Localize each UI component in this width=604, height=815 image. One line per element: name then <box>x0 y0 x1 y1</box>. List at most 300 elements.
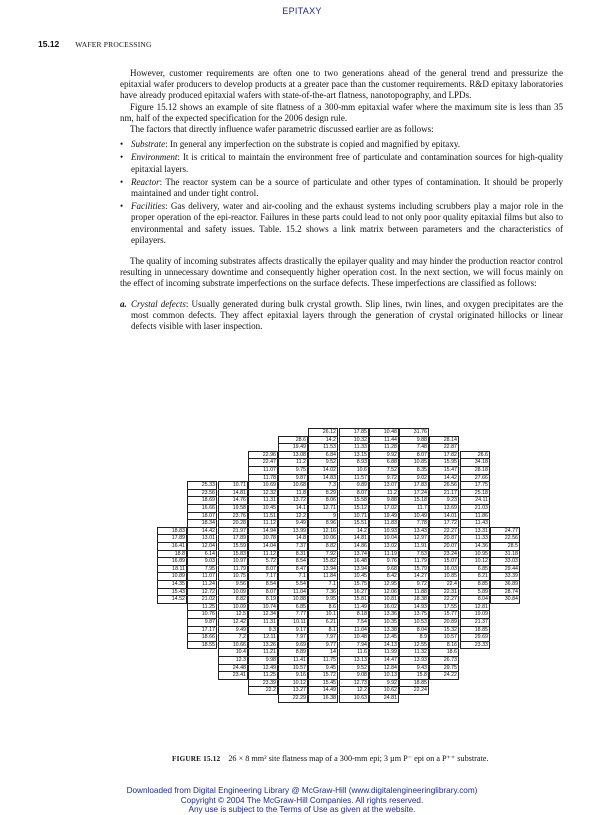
map-cell: 10.78 <box>248 534 278 543</box>
list-term: Facilities <box>131 201 166 212</box>
map-cell: 26.56 <box>429 481 459 490</box>
map-cell: 17.89 <box>218 534 248 543</box>
map-cell: 7.78 <box>399 519 429 528</box>
map-cell: 14.47 <box>369 656 399 665</box>
map-cell: 22.96 <box>248 451 278 460</box>
map-cell: 7.2 <box>218 633 248 642</box>
list-text: : It is critical to maintain the environment free of particulate and contamination sources for high-quality epitaxial layers. <box>131 152 563 174</box>
map-cell: 28.5 <box>490 542 520 551</box>
map-cell: 10.32 <box>339 436 369 445</box>
map-cell: 10.6 <box>339 466 369 475</box>
map-cell: 8.42 <box>369 572 399 581</box>
map-cell: 13.26 <box>248 641 278 650</box>
map-cell: 6.85 <box>278 603 308 612</box>
map-cell: 13.15 <box>339 451 369 460</box>
map-cell: 11.32 <box>399 648 429 657</box>
map-cell: 10.45 <box>339 572 369 581</box>
map-cell: 11.7 <box>399 504 429 513</box>
map-cell: 5.72 <box>248 557 278 566</box>
map-cell: 8.82 <box>218 595 248 604</box>
map-cell: 16.38 <box>308 694 338 703</box>
map-cell: 7.53 <box>399 550 429 559</box>
map-cell: 8.04 <box>399 626 429 635</box>
map-cell: 10.48 <box>369 428 399 437</box>
map-cell: 29.75 <box>429 664 459 673</box>
map-cell: 11.51 <box>248 512 278 521</box>
map-cell: 14.49 <box>308 686 338 695</box>
map-cell: 12.5 <box>218 610 248 619</box>
map-cell: 21.02 <box>187 595 217 604</box>
map-cell: 9.87 <box>278 474 308 483</box>
map-cell: 15.45 <box>308 679 338 688</box>
map-cell: 11.19 <box>369 550 399 559</box>
map-cell: 8.96 <box>308 519 338 528</box>
map-cell: 10.09 <box>218 603 248 612</box>
map-cell: 13.99 <box>278 527 308 536</box>
map-cell: 10.13 <box>369 671 399 680</box>
map-cell: 14.1 <box>278 504 308 513</box>
map-cell: 26.6 <box>460 451 490 460</box>
paragraph: Figure 15.12 shows an example of site flatness of a 300-mm epitaxial wafer where the maximum site is less than 35 nm, half of the expected specification for the 2006 design rule. <box>120 101 563 123</box>
map-cell: 9.77 <box>308 641 338 650</box>
list-item <box>120 201 563 246</box>
map-cell: 14.27 <box>399 572 429 581</box>
map-cell: 18.66 <box>187 633 217 642</box>
map-cell: 17.85 <box>339 428 369 437</box>
map-cell: 12.34 <box>248 610 278 619</box>
map-cell: 17.89 <box>157 534 187 543</box>
map-cell: 14.04 <box>248 542 278 551</box>
map-cell: 13.36 <box>369 610 399 619</box>
map-cell: 11.12 <box>248 519 278 528</box>
map-cell: 18.83 <box>157 527 187 536</box>
map-cell: 19.09 <box>460 610 490 619</box>
map-cell: 17.75 <box>460 481 490 490</box>
map-cell: 10.57 <box>278 664 308 673</box>
chapter-title: WAFER PROCESSING <box>75 40 152 49</box>
map-cell: 9.87 <box>187 618 217 627</box>
map-cell: 22.87 <box>429 443 459 452</box>
map-cell: 23.33 <box>460 641 490 650</box>
footer-terms: Any use is subject to the Terms of Use as given at the website. <box>188 805 416 815</box>
map-cell: 11.2 <box>278 458 308 467</box>
map-cell: 7.1 <box>278 572 308 581</box>
map-cell: 11.25 <box>187 603 217 612</box>
map-cell: 7.94 <box>339 641 369 650</box>
map-cell: 8.04 <box>460 595 490 604</box>
map-cell: 17.55 <box>429 603 459 612</box>
map-cell: 15.51 <box>339 519 369 528</box>
map-cell: 14.42 <box>429 474 459 483</box>
map-cell: 14.2 <box>308 436 338 445</box>
map-cell: 29.69 <box>460 633 490 642</box>
map-cell: 11.83 <box>369 519 399 528</box>
map-cell: 22.31 <box>429 588 459 597</box>
map-cell: 18.85 <box>399 679 429 688</box>
body-text <box>120 68 563 332</box>
map-cell: 9.88 <box>369 496 399 505</box>
map-cell: 6.84 <box>308 451 338 460</box>
map-cell: 33.03 <box>490 557 520 566</box>
map-cell: 16.03 <box>429 565 459 574</box>
map-cell: 12.06 <box>369 588 399 597</box>
map-cell: 31.76 <box>399 428 429 437</box>
map-cell: 22.4 <box>429 580 459 589</box>
defect-item <box>120 299 563 333</box>
map-cell: 11.41 <box>278 656 308 665</box>
map-cell: 11.79 <box>218 565 248 574</box>
map-cell: 14.81 <box>339 534 369 543</box>
map-cell: 9.3 <box>248 626 278 635</box>
map-cell: 6.14 <box>187 550 217 559</box>
map-cell: 8.19 <box>248 595 278 604</box>
map-cell: 22.56 <box>490 534 520 543</box>
map-cell: 15.07 <box>429 557 459 566</box>
map-cell: 11.04 <box>339 626 369 635</box>
map-cell: 10.85 <box>399 458 429 467</box>
map-cell: 11.75 <box>308 656 338 665</box>
map-cell: 9.92 <box>369 451 399 460</box>
map-cell: 9.08 <box>339 671 369 680</box>
map-cell: 10.11 <box>278 618 308 627</box>
map-cell: 10.06 <box>308 534 338 543</box>
map-cell: 12.97 <box>399 534 429 543</box>
map-cell: 12.2 <box>278 512 308 521</box>
map-cell: 10.12 <box>460 557 490 566</box>
map-cell: 8.9 <box>399 633 429 642</box>
map-cell: 7.52 <box>369 466 399 475</box>
map-cell: 25.33 <box>187 481 217 490</box>
map-cell: 14.83 <box>308 474 338 483</box>
map-cell: 29.44 <box>490 565 520 574</box>
map-cell: 9.98 <box>248 656 278 665</box>
map-cell: 13.74 <box>339 550 369 559</box>
map-cell: 12.72 <box>187 588 217 597</box>
map-cell: 13.27 <box>278 686 308 695</box>
map-cell: 10.93 <box>369 527 399 536</box>
map-cell: 12.95 <box>369 580 399 589</box>
map-cell: 9.68 <box>369 565 399 574</box>
map-cell: 13.94 <box>339 565 369 574</box>
map-cell: 28.14 <box>429 436 459 445</box>
map-cell: 18.85 <box>460 626 490 635</box>
map-cell: 8.35 <box>399 466 429 475</box>
map-cell: 8.54 <box>248 580 278 589</box>
map-cell: 17.72 <box>429 519 459 528</box>
map-cell: 6.85 <box>460 565 490 574</box>
map-cell: 11.84 <box>308 572 338 581</box>
map-cell: 7.36 <box>308 588 338 597</box>
map-cell: 17.83 <box>399 481 429 490</box>
map-cell: 14 <box>308 648 338 657</box>
map-cell: 28.6 <box>278 436 308 445</box>
map-cell: 7.77 <box>278 610 308 619</box>
map-cell: 9.52 <box>339 664 369 673</box>
map-cell: 15.12 <box>339 504 369 513</box>
map-cell: 13.72 <box>278 496 308 505</box>
map-cell: 9.72 <box>369 474 399 483</box>
map-cell: 22.27 <box>429 527 459 536</box>
map-cell: 13.13 <box>339 656 369 665</box>
map-cell: 24.22 <box>429 671 459 680</box>
map-cell: 12.11 <box>248 633 278 642</box>
map-cell: 7.92 <box>308 550 338 559</box>
map-cell: 13.08 <box>278 451 308 460</box>
list-item <box>120 139 563 150</box>
map-cell: 24.81 <box>369 694 399 703</box>
map-cell: 14.94 <box>248 527 278 536</box>
map-cell: 21.37 <box>460 618 490 627</box>
map-cell: 9.89 <box>339 481 369 490</box>
map-cell: 10.35 <box>369 618 399 627</box>
map-cell: 21.97 <box>218 527 248 536</box>
paragraph: The quality of incoming substrates affects drastically the epilayer quality and may hinder the production reactor control resulting in unnecessary downtime and consequently higher operation cost. In the next section, we will focus mainly on the effect of incoming substrate imperfections on the surface defects. These imperfections are classified as follows: <box>120 256 563 289</box>
map-cell: 23.41 <box>218 671 248 680</box>
map-cell: 18.8 <box>157 550 187 559</box>
map-cell: 12.42 <box>218 618 248 627</box>
download-footer <box>0 786 604 815</box>
map-cell: 13.38 <box>369 626 399 635</box>
map-cell: 10.71 <box>339 512 369 521</box>
map-cell: 13.02 <box>369 542 399 551</box>
map-cell: 9.02 <box>399 474 429 483</box>
footer-source-link[interactable]: Downloaded from Digital Engineering Library @ McGraw-Hill (www.digitalengineeringlibrary.com) <box>126 786 478 795</box>
map-cell: 22.2 <box>248 686 278 695</box>
factor-list <box>120 139 563 246</box>
map-cell: 24.48 <box>218 664 248 673</box>
map-cell: 12.71 <box>308 504 338 513</box>
map-cell: 12.73 <box>339 679 369 688</box>
map-cell: 8.82 <box>308 542 338 551</box>
map-cell: 14.01 <box>429 512 459 521</box>
map-cell: 18.55 <box>187 641 217 650</box>
map-cell: 11.04 <box>278 588 308 597</box>
map-cell: 15.18 <box>399 496 429 505</box>
map-cell: 7.3 <box>308 481 338 490</box>
figure-caption <box>172 753 488 763</box>
map-cell: 10.4 <box>218 648 248 657</box>
map-cell: 14.93 <box>399 603 429 612</box>
map-cell: 33.39 <box>490 572 520 581</box>
map-cell: 19.49 <box>369 512 399 521</box>
map-cell: 12.81 <box>460 603 490 612</box>
map-cell: 10.66 <box>218 641 248 650</box>
map-cell: 8.89 <box>278 648 308 657</box>
map-cell: 11.43 <box>460 519 490 528</box>
map-cell: 9.88 <box>399 436 429 445</box>
map-cell: 10.62 <box>369 686 399 695</box>
map-cell: 16.48 <box>339 557 369 566</box>
map-cell: 14.35 <box>157 580 187 589</box>
map-cell: 15.75 <box>339 580 369 589</box>
list-term: Environment <box>131 152 178 163</box>
map-cell: 7.17 <box>248 572 278 581</box>
map-cell: 6.21 <box>308 618 338 627</box>
map-cell: 9.52 <box>308 458 338 467</box>
map-cell: 10.57 <box>429 633 459 642</box>
map-cell: 10.68 <box>278 481 308 490</box>
map-cell: 21.03 <box>460 504 490 513</box>
map-cell: 12.55 <box>399 641 429 650</box>
map-cell: 17.24 <box>399 489 429 498</box>
map-cell: 10.53 <box>399 618 429 627</box>
map-cell: 23.56 <box>187 489 217 498</box>
map-cell: 7.95 <box>187 565 217 574</box>
running-banner: EPITAXY <box>282 6 322 16</box>
map-cell: 15.95 <box>429 458 459 467</box>
map-cell: 8.07 <box>248 565 278 574</box>
map-cell: 31.18 <box>490 550 520 559</box>
map-cell: 8.07 <box>399 451 429 460</box>
map-cell: 11.07 <box>187 572 217 581</box>
map-cell: 9.56 <box>218 580 248 589</box>
map-cell: 15.77 <box>429 610 459 619</box>
map-cell: 8.16 <box>429 641 459 650</box>
map-cell: 7.1 <box>308 580 338 589</box>
map-cell: 14.02 <box>308 466 338 475</box>
map-cell: 8.54 <box>278 557 308 566</box>
map-cell: 5.54 <box>278 580 308 589</box>
map-cell: 9.69 <box>278 641 308 650</box>
map-cell: 8.47 <box>278 565 308 574</box>
caption-text: 26 × 8 mm² site flatness map of a 300-mm epi; 3 µm P⁻ epi on a P⁺⁺ substrate. <box>228 754 489 763</box>
map-cell: 17.82 <box>429 451 459 460</box>
map-cell: 18.34 <box>187 519 217 528</box>
map-cell: 15.59 <box>218 542 248 551</box>
map-cell: 12.49 <box>248 664 278 673</box>
map-cell: 11.31 <box>248 496 278 505</box>
map-cell: 10.48 <box>339 633 369 642</box>
defect-term: Crystal defects <box>131 298 186 309</box>
map-cell: 21.17 <box>429 489 459 498</box>
map-cell: 14.2 <box>339 527 369 536</box>
paragraph: However, customer requirements are often one to two generations ahead of the general trend and pressurize the epitaxial wafer producers to develop products at a greater pace than the customer requirements. R&D epitaxy laboratories have already produced epitaxial wafers with state-of-the-art flatness, nanotopography, and LPDs. <box>120 68 563 101</box>
map-cell: 14.8 <box>278 534 308 543</box>
map-cell: 7.48 <box>399 443 429 452</box>
map-cell: 14.42 <box>187 527 217 536</box>
map-cell: 10.95 <box>460 550 490 559</box>
list-item <box>120 177 563 199</box>
map-cell: 10.89 <box>157 572 187 581</box>
map-cell: 10.1 <box>308 610 338 619</box>
map-cell: 12.2 <box>339 686 369 695</box>
map-cell: 8.31 <box>278 550 308 559</box>
map-cell: 13.31 <box>460 527 490 536</box>
map-cell: 28.74 <box>490 588 520 597</box>
footer-copyright: Copyright © 2004 The McGraw-Hill Companies. All rights reserved. <box>180 795 424 805</box>
map-cell: 16.89 <box>157 557 187 566</box>
map-cell: 11.78 <box>248 474 278 483</box>
map-cell: 11.2 <box>369 489 399 498</box>
map-cell: 10.75 <box>218 572 248 581</box>
map-cell: 15.81 <box>339 595 369 604</box>
map-cell: 15.82 <box>308 557 338 566</box>
map-cell: 8.07 <box>248 588 278 597</box>
map-cell: 18.38 <box>399 595 429 604</box>
map-cell: 9.49 <box>278 519 308 528</box>
map-cell: 11.8 <box>278 489 308 498</box>
list-text: : In general any imperfection on the substrate is copied and magnified by epitaxy. <box>165 139 461 150</box>
map-cell: 9 <box>308 512 338 521</box>
map-cell: 11.91 <box>399 542 429 551</box>
map-cell: 7.97 <box>278 633 308 642</box>
map-cell: 22.29 <box>278 694 308 703</box>
map-cell: 36.89 <box>490 580 520 589</box>
map-cell: 13.69 <box>429 504 459 513</box>
list-term: Substrate <box>131 139 166 150</box>
map-cell: 12.3 <box>218 656 248 665</box>
map-cell: 10.04 <box>369 534 399 543</box>
map-cell: 9.03 <box>187 557 217 566</box>
map-cell: 11.28 <box>369 443 399 452</box>
map-cell: 15.43 <box>157 588 187 597</box>
map-cell: 11.86 <box>460 512 490 521</box>
map-cell: 26.12 <box>308 428 338 437</box>
map-cell: 11.57 <box>339 474 369 483</box>
figure-label: FIGURE 15.12 <box>172 755 221 763</box>
map-cell: 13.93 <box>399 656 429 665</box>
map-cell: 9.43 <box>399 664 429 673</box>
map-cell: 30.84 <box>490 595 520 604</box>
map-cell: 11.25 <box>248 671 278 680</box>
map-cell: 24.11 <box>460 496 490 505</box>
map-cell: 22.27 <box>429 595 459 604</box>
map-cell: 14.81 <box>218 489 248 498</box>
map-cell: 5.89 <box>460 588 490 597</box>
map-cell: 15.83 <box>218 550 248 559</box>
map-cell: 6.88 <box>369 458 399 467</box>
map-cell: 9.72 <box>399 580 429 589</box>
map-cell: 8.21 <box>460 572 490 581</box>
map-cell: 14.52 <box>157 595 187 604</box>
map-cell: 13.43 <box>399 527 429 536</box>
map-cell: 18.11 <box>157 565 187 574</box>
map-cell: 9.76 <box>369 557 399 566</box>
map-cell: 11.99 <box>369 648 399 657</box>
map-cell: 7.37 <box>278 542 308 551</box>
map-cell: 15.58 <box>339 496 369 505</box>
map-cell: 8.29 <box>308 489 338 498</box>
map-cell: 10.69 <box>248 481 278 490</box>
map-cell: 15.47 <box>429 466 459 475</box>
map-cell: 9.92 <box>369 679 399 688</box>
map-cell: 24.77 <box>490 527 520 536</box>
map-cell: 20.87 <box>429 534 459 543</box>
map-cell: 10.45 <box>248 504 278 513</box>
map-cell: 11.53 <box>308 443 338 452</box>
list-item <box>120 152 563 174</box>
list-term: Reactor <box>131 176 160 187</box>
map-cell: 8.06 <box>308 496 338 505</box>
map-cell: 13.01 <box>187 534 217 543</box>
map-cell: 18.69 <box>187 496 217 505</box>
defect-text: : Usually generated during bulk crystal growth. Slip lines, twin lines, and oxygen precipitates are the most common defects. They affect epitaxial layers through the generation of crystal originated hillocks or linear defects visible with laser inspection. <box>131 298 563 332</box>
list-text: : Gas delivery, water and air-cooling and the exhaust systems including scrubbers play a major role in the proper operation of the epi-reactor. Failures in these parts could lead to not only poor quality epitaxial films but also to environmental and safety issues. Table. 15.2 shows a link matrix between parameters and the characteristics of epilayers. <box>131 201 563 245</box>
map-cell: 12.04 <box>187 542 217 551</box>
map-cell: 20.89 <box>429 618 459 627</box>
map-cell: 8.85 <box>460 580 490 589</box>
map-cell: 12.84 <box>369 664 399 673</box>
map-cell: 20.28 <box>218 519 248 528</box>
map-cell: 9.23 <box>429 496 459 505</box>
map-cell: 8.07 <box>339 489 369 498</box>
map-cell: 10.88 <box>278 595 308 604</box>
map-cell: 10.74 <box>248 603 278 612</box>
map-cell: 8.1 <box>308 626 338 635</box>
map-cell: 10.12 <box>278 679 308 688</box>
map-cell: 10.49 <box>399 512 429 521</box>
map-cell: 14.36 <box>460 542 490 551</box>
